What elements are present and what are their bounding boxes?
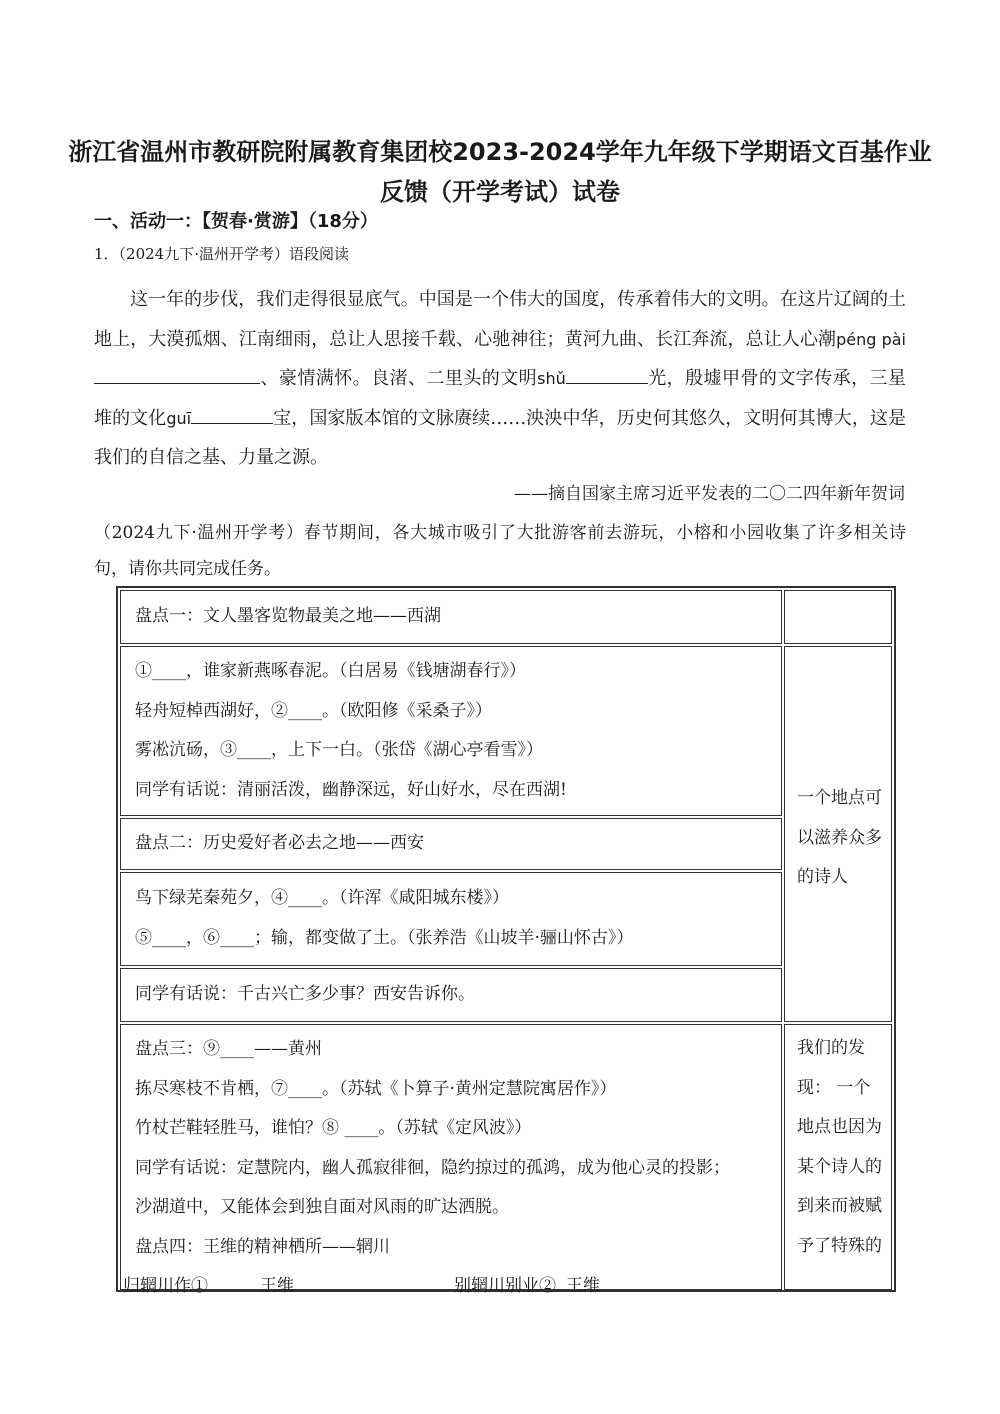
table-cell-review-1 [120, 590, 782, 644]
passage-text-2: 、豪情满怀。良渚、二里头的文明 [260, 368, 538, 389]
side-note-line: 一个地点可 [797, 788, 882, 808]
poem-title-right: 别辋川别业② [454, 1276, 556, 1296]
side-note-line: 现： 一个 [797, 1077, 871, 1098]
side-note-line: 的诗人 [797, 867, 848, 887]
review-4-title: 盘点四：王维的精神栖所——辋川 [135, 1236, 390, 1257]
poem-line: ⑤____，⑥____；输，都变做了土。（张养浩《山坡羊·骊山怀古》） [135, 927, 634, 948]
side-note-line: 我们的发 [797, 1038, 865, 1058]
table-cell-huangzhou [120, 1024, 782, 1296]
poem-title-left: 归辋川作① [123, 1276, 208, 1296]
pinyin-3: guī [166, 408, 192, 428]
section-heading: 一、活动一：【贺春·赏游】（18分） [94, 211, 378, 232]
poem-line: 拣尽寒枝不肯栖，⑦____。（苏轼《卜算子·黄州定慧院寓居作》） [135, 1078, 617, 1099]
side-note-line: 地点也因为 [797, 1117, 882, 1137]
table-cell-xian-poems [120, 872, 782, 966]
student-comment: 沙湖道中，又能体会到独自面对风雨的旷达洒脱。 [135, 1197, 509, 1217]
poem-line: ①____，谁家新燕啄春泥。（白居易《钱塘湖春行》） [135, 661, 526, 681]
side-note-line: 以滋养众多 [797, 827, 882, 848]
table-cell-empty [784, 590, 892, 644]
passage-text-4: 宝，国家版本馆的文脉赓续……泱泱中华，历史何其悠久，文明何其博大，这是我们的自信之基、力量之源。 [94, 407, 906, 468]
passage-source: ——摘自国家主席习近平发表的二〇二四年新年贺词 [514, 484, 905, 504]
pinyin-2: shǔ [537, 369, 566, 388]
reading-passage [94, 280, 906, 478]
side-note-line: 到来而被赋 [797, 1196, 882, 1216]
table-cell-westlake-poems [120, 646, 782, 816]
answer-blank-2[interactable] [566, 363, 648, 384]
answer-blank-3[interactable] [191, 403, 273, 424]
task-intro: （2024九下·温州开学考）春节期间，各大城市吸引了大批游客前去游玩，小榕和小园收集了许多相关诗句，请你共同完成任务。 [94, 523, 906, 579]
table-cell-xian-comment [120, 968, 782, 1022]
table-cell-side-note-2 [784, 1024, 892, 1290]
poem-titles-row [123, 1267, 781, 1307]
pinyin-1: péng pài [836, 329, 906, 349]
side-note-line: 某个诗人的 [797, 1156, 882, 1177]
review-3-title: 盘点三：⑨____——黄州 [135, 1039, 322, 1059]
poem-line: 轻舟短棹西湖好，②____。（欧阳修《采桑子》） [135, 700, 492, 721]
review-1-title: 盘点一：文人墨客览物最美之地——西湖 [135, 606, 441, 626]
side-note-line: 予了特殊的 [797, 1235, 882, 1256]
passage-text-1: 这一年的步伐，我们走得很显底气。中国是一个伟大的国度，传承着伟大的文明。在这片辽阔的土地上，大漠孤烟、江南细雨，总让人思接千载、心驰神往；黄河九曲、长江奔流，总让人心潮 [94, 289, 906, 350]
poem-line: 雾凇沆砀，③____，上下一白。（张岱《湖心亭看雪》） [135, 740, 543, 760]
poem-line: 竹杖芒鞋轻胜马，谁怕？⑧ ____。（苏轼《定风波》） [135, 1118, 532, 1138]
student-comment: 同学有话说：千古兴亡多少事？西安告诉你。 [135, 984, 475, 1004]
poem-table [116, 586, 896, 1296]
poem-author-left: 王维 [260, 1276, 294, 1296]
answer-blank-1[interactable] [94, 363, 260, 384]
student-comment: 同学有话说：定慧院内，幽人孤寂徘徊，隐约掠过的孤鸿，成为他心灵的投影； [135, 1157, 730, 1178]
student-comment: 同学有话说：清丽活泼，幽静深远，好山好水，尽在西湖! [135, 779, 567, 800]
passage-text-3: 光，殷墟甲骨的文字传承，三星堆的文化 [94, 368, 907, 429]
table-cell-review-2 [120, 818, 782, 870]
page-title: 浙江省温州市教研院附属教育集团校2023-2024学年九年级下学期语文百基作业反馈（开学考试）试卷 [68, 138, 932, 206]
poem-author-right: 王维 [566, 1276, 600, 1296]
poem-line: 鸟下绿芜秦苑夕，④____。（许浑《咸阳城东楼》） [135, 888, 509, 908]
review-2-title: 盘点二：历史爱好者必去之地——西安 [135, 833, 424, 853]
table-cell-side-note-1 [784, 646, 892, 1022]
question-1-label: 1．（2024九下·温州开学考）语段阅读 [94, 245, 349, 263]
